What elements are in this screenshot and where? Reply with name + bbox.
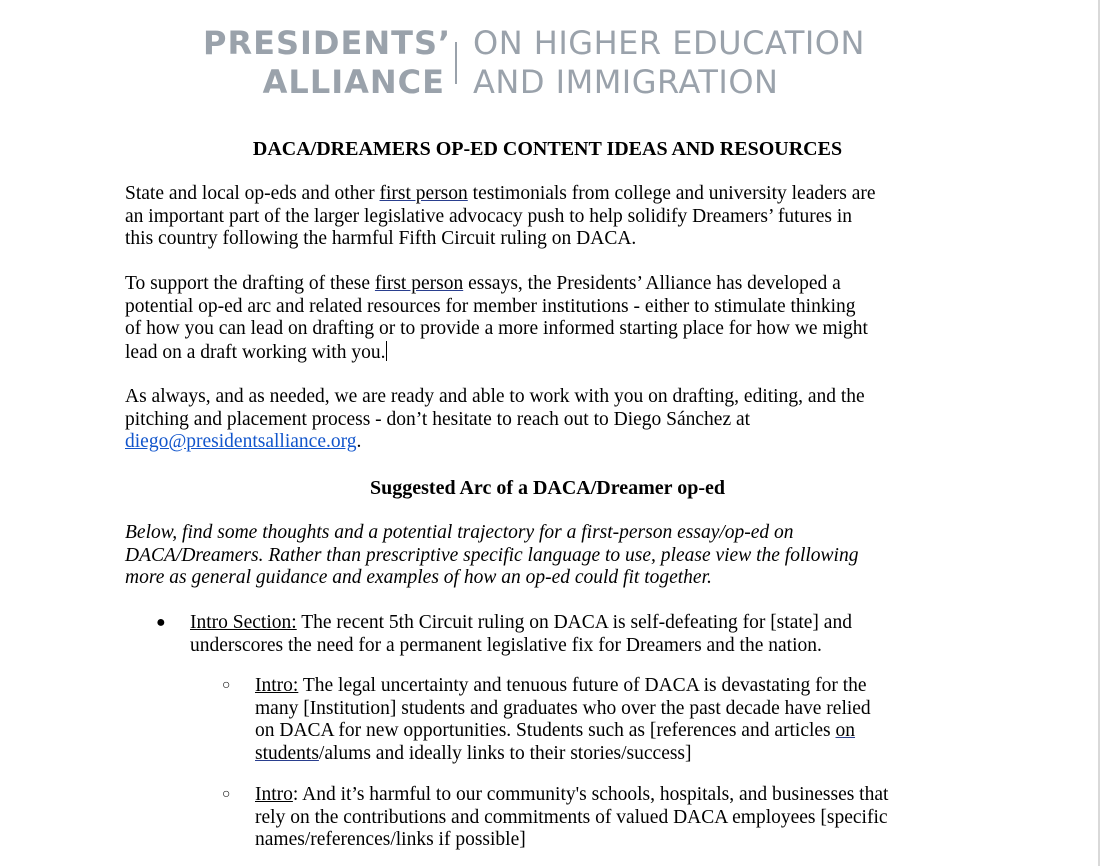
- students-link-cont[interactable]: students: [255, 742, 319, 764]
- logo-tag-line1: ON HIGHER EDUCATION: [473, 24, 865, 62]
- document-title: DACA/DREAMERS OP-ED CONTENT IDEAS AND RESOURCES: [252, 138, 843, 160]
- email-link[interactable]: diego@presidentsalliance.org: [125, 431, 357, 452]
- text-cursor: [386, 341, 387, 361]
- paragraph-intro: State and local op-eds and other first person testimonials from college and university leaders are an important part of the larger legislative advocacy push to help solidify Dreamers’ futures in this country following the harmful Fifth Circuit ruling on DACA.: [125, 183, 876, 249]
- logo-tagline: [473, 24, 865, 102]
- filled-bullet-icon: ●: [156, 614, 166, 631]
- logo-org-line2: ALLIANCE: [262, 63, 445, 101]
- paragraph-contact: As always, and as needed, we are ready and able to work with you on drafting, editing, and the pitching and placement process - don’t hesitate to reach out to Diego Sánchez at diego@presidentsalliance.org.: [125, 386, 865, 452]
- logo-tag-line2: AND IMMIGRATION: [473, 63, 779, 101]
- students-link[interactable]: on: [835, 720, 856, 741]
- hollow-bullet-icon: ○: [222, 678, 231, 693]
- logo-org-name: [203, 24, 452, 102]
- section-subtitle: Suggested Arc of a DACA/Dreamer op-ed: [370, 477, 725, 499]
- presidents-alliance-logo: [203, 24, 903, 100]
- first-person-link[interactable]: first person: [379, 183, 468, 204]
- paragraph-guidance: Below, find some thoughts and a potential trajectory for a first-person essay/op-ed on DACA/Dreamers. Rather than prescriptive specific language to use, please view the following more as general guidance and examples of how an op-ed could fit together.: [125, 522, 859, 588]
- logo-divider: [455, 42, 457, 84]
- logo-org-line1: PRESIDENTS’: [203, 24, 452, 62]
- paragraph-support: To support the drafting of these first person essays, the Presidents’ Alliance has developed a potential op-ed arc and related resources for member institutions - either to stimulate thinking of how you can lead on drafting or to provide a more informed starting place for how we might lead on a draft working with you.: [125, 273, 868, 363]
- first-person-link-2[interactable]: first person: [374, 273, 464, 294]
- hollow-bullet-icon: ○: [222, 787, 231, 802]
